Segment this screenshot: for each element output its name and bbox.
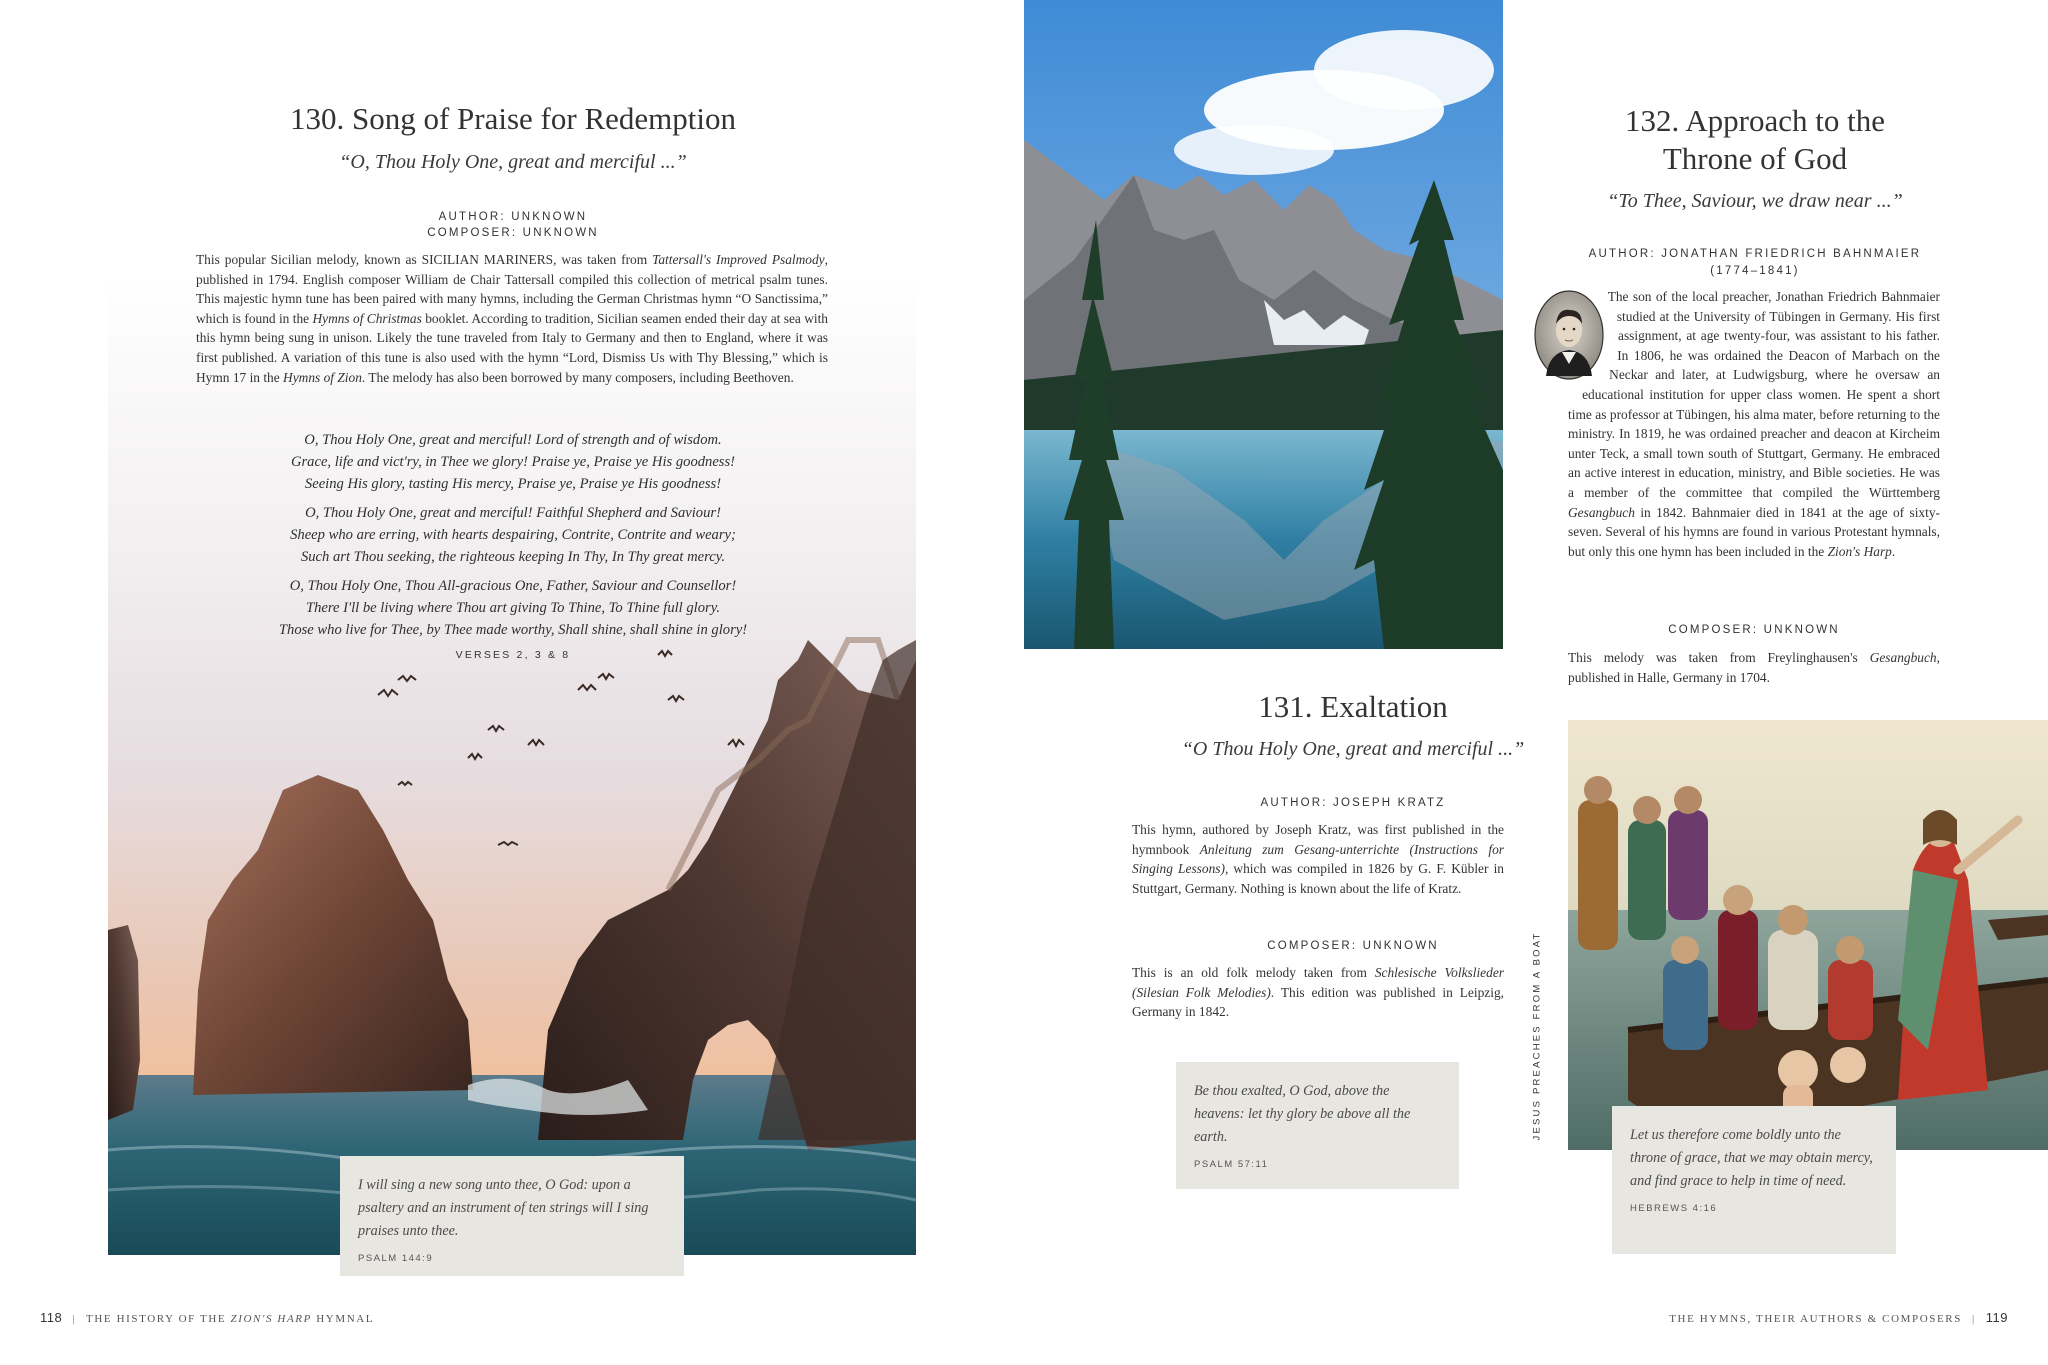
hymn-130-title: 130. Song of Praise for Redemption (289, 101, 736, 136)
verse-stanza (170, 429, 856, 495)
footer-title-italic: ZION'S HARP (230, 1313, 312, 1325)
verse-line: O, Thou Holy One, great and merciful! Lord of strength and of wisdom. (304, 432, 722, 448)
hymn-130-author: AUTHOR: UNKNOWN (438, 211, 588, 223)
footer-title: THE HISTORY OF THE (86, 1313, 231, 1325)
hymn-132-composer-description: This melody was taken from Freylinghausen's Gesangbuch, published in Halle, Germany in 1704. (1568, 650, 1940, 685)
page-number-right: 119 (1985, 1310, 2008, 1325)
painting-caption: JESUS PREACHES FROM A BOAT (1531, 931, 1543, 1141)
quote-text: I will sing a new song unto thee, O God: upon a psaltery and an instrument of ten strings will I sing praises unto thee. (358, 1177, 649, 1239)
left-footer: 118 | THE HISTORY OF THE ZION'S HARP HYMNAL (40, 1310, 375, 1325)
hymn-132-author-description: The son of the local preacher, Jonathan Friedrich Bahnmaier studied at the University of Tübingen in Germany. His first assignment, at age twenty-four, was assistant to his father. In 1806, he was ordained the Deacon of Marbach on the Neckar and later, at Ludwigsburg, where he oversaw an educational institution for upper class women. He spent a short time as professor at Tübingen, his alma mater, before returning to the ministry. In 1819, he was ordained preacher and deacon at Kircheim unter Teck, a small town south of Stuttgart, Germany. He embraced an active interest in education, ministry, and Bible societies. He was a member of the committee that compiled the Württemberg Gesangbuch in 1842. Bahnmaier died in 1841 at the age of sixty-seven. Several of his hymns are found in various Protestant hymnals, but only this one hymn has been included in the Zion's Harp. (1568, 289, 1940, 559)
hymn-132-title (1540, 102, 1970, 178)
quote-text: Let us therefore come boldly unto the throne of grace, that we may obtain mercy, and find grace to help in time of need. (1630, 1127, 1873, 1189)
hymn-132-author: AUTHOR: JONATHAN FRIEDRICH BAHNMAIER (1588, 248, 1922, 260)
hymn-132-author-dates: (1774–1841) (1710, 265, 1800, 277)
hymn-131-author-description: This hymn, authored by Joseph Kratz, was first published in the hymnbook Anleitung zum Gesang-unterrichte (Instructions for Singing Lessons), which was compiled in 1826 by G. F. Kübler in Stuttgart, Germany. Nothing is known about the life of Kratz. (1132, 822, 1504, 896)
verse-line: Such art Thou seeking, the righteous keeping In Thy, In Thy great mercy. (300, 549, 726, 565)
hymn-131-title: 131. Exaltation (1258, 689, 1448, 724)
verse-line: Sheep who are erring, with hearts despairing, Contrite, Contrite and weary; (290, 527, 736, 543)
hymn-131-composer-description: This is an old folk melody taken from Schlesische Volkslieder (Silesian Folk Melodies). This edition was published in Leipzig, Germany in 1842. (1132, 965, 1504, 1020)
verse-line: Seeing His glory, tasting His mercy, Praise ye, Praise ye His goodness! (304, 476, 722, 492)
quote-reference: PSALM 57:11 (1194, 1159, 1269, 1170)
footer-title-end: HYMNAL (311, 1313, 375, 1325)
verse-line: Grace, life and vict'ry, in Thee we glory! Praise ye, Praise ye His goodness! (290, 454, 736, 470)
hymn-132-subtitle: “To Thee, Saviour, we draw near ...” (1607, 190, 1903, 212)
verse-line: O, Thou Holy One, great and merciful! Faithful Shepherd and Saviour! (305, 505, 721, 521)
quote-text: Be thou exalted, O God, above the heavens: let thy glory be above all the earth. (1194, 1083, 1411, 1145)
verses-label: VERSES 2, 3 & 8 (455, 649, 571, 661)
hymn-131-subtitle: “O Thou Holy One, great and merciful ...” (1181, 738, 1525, 760)
page-number-left: 118 (40, 1310, 63, 1325)
hymn-130-verses (170, 429, 856, 661)
mountain-lake-photo (1024, 0, 1503, 649)
hebrews-quote-box (1612, 1106, 1896, 1254)
verse-line: Those who live for Thee, by Thee made worthy, Shall shine, shall shine in glory! (278, 622, 748, 638)
verse-line: There I'll be living where Thou art giving To Thine, To Thine full glory. (305, 600, 721, 616)
verse-stanza (170, 575, 856, 641)
jesus-preaches-painting (1568, 720, 2048, 1150)
quote-reference: PSALM 144:9 (358, 1253, 434, 1264)
verse-stanza (170, 502, 856, 568)
quote-reference: HEBREWS 4:16 (1630, 1203, 1718, 1214)
psalm-57-quote-box (1176, 1062, 1459, 1189)
hymn-130-description: This popular Sicilian melody, known as SICILIAN MARINERS, was taken from Tattersall's Improved Psalmody, published in 1794. English composer William de Chair Tattersall compiled this collection of metrical psalm tunes. This majestic hymn tune has been paired with many hymns, including the German Christmas hymn “O Sanctissima,” which is found in the Hymns of Christmas booklet. According to tradition, Sicilian seamen ended their day at sea with this hymn being sung in unison. Likely the tune traveled from Italy to Germany and then to England, where it was first published. A variation of this tune is also used with the hymn “Lord, Dismiss Us with Thy Blessing,” which is Hymn 17 in the Hymns of Zion. The melody has also been borrowed by many composers, including Beethoven. (196, 252, 828, 385)
hymn-132-composer: COMPOSER: UNKNOWN (1668, 624, 1840, 636)
hymn-132-title-line: Throne of God (1662, 141, 1848, 176)
verse-line: O, Thou Holy One, Thou All-gracious One, Father, Saviour and Counsellor! (289, 578, 737, 594)
hymn-130-composer: COMPOSER: UNKNOWN (427, 227, 599, 239)
hymn-132-title-line: 132. Approach to the (1624, 103, 1885, 138)
psalm-144-quote-box (340, 1156, 684, 1276)
right-footer: THE HYMNS, THEIR AUTHORS & COMPOSERS | 119 (1669, 1310, 2008, 1325)
hymn-131-composer: COMPOSER: UNKNOWN (1267, 940, 1439, 952)
footer-title: THE HYMNS, THEIR AUTHORS & COMPOSERS (1669, 1313, 1962, 1325)
hymn-131-author: AUTHOR: JOSEPH KRATZ (1260, 797, 1446, 809)
hymn-130-subtitle: “O, Thou Holy One, great and merciful ...” (339, 151, 687, 173)
